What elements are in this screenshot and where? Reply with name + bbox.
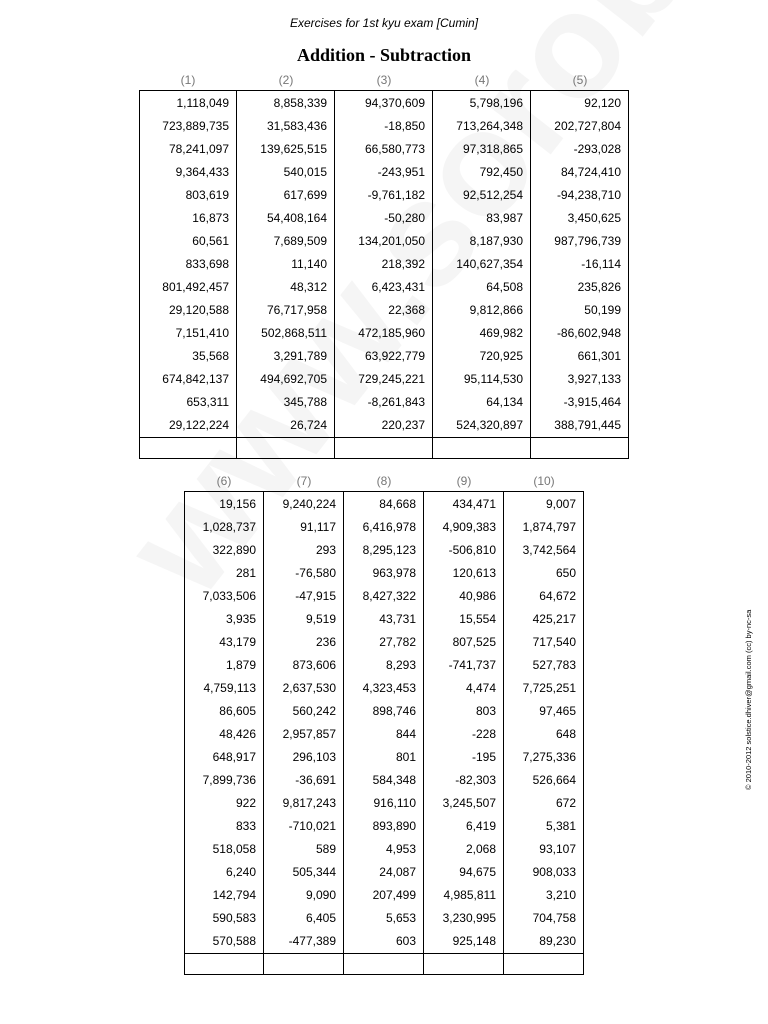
number-cell: 281 xyxy=(235,566,256,580)
number-cell: 220,237 xyxy=(381,418,425,432)
number-cell: 584,348 xyxy=(372,773,416,787)
number-cell: 494,692,705 xyxy=(260,372,327,386)
number-cell: 93,107 xyxy=(539,842,576,856)
answer-cell[interactable] xyxy=(237,437,334,459)
number-cell: 3,935 xyxy=(225,612,256,626)
number-cell: -47,915 xyxy=(295,589,336,603)
number-cell: 1,118,049 xyxy=(176,96,229,110)
exercise-column xyxy=(139,91,237,459)
number-cell: 8,295,123 xyxy=(362,543,416,557)
number-cell: -82,303 xyxy=(455,773,496,787)
number-cell: 6,419 xyxy=(465,819,496,833)
number-cell: 43,179 xyxy=(219,635,256,649)
number-cell: 589 xyxy=(315,842,336,856)
number-cell: 3,450,625 xyxy=(567,211,621,225)
number-cell: 15,554 xyxy=(459,612,496,626)
number-cell: 6,416,978 xyxy=(362,520,416,534)
number-cell: 661,301 xyxy=(577,349,621,363)
answer-cell[interactable] xyxy=(504,953,583,975)
number-cell: 833 xyxy=(235,819,256,833)
number-cell: 5,798,196 xyxy=(469,96,523,110)
number-cell: 54,408,164 xyxy=(266,211,327,225)
number-cell: 78,241,097 xyxy=(168,142,229,156)
number-cell: -477,389 xyxy=(288,934,336,948)
number-cell: 3,245,507 xyxy=(442,796,496,810)
answer-cell[interactable] xyxy=(433,437,530,459)
number-cell: -9,761,182 xyxy=(367,188,425,202)
number-cell: 29,122,224 xyxy=(168,418,229,432)
number-cell: 142,794 xyxy=(212,888,256,902)
number-cell: 84,668 xyxy=(379,497,416,511)
number-cell: 94,370,609 xyxy=(364,96,425,110)
answer-cell[interactable] xyxy=(264,953,343,975)
number-cell: 425,217 xyxy=(532,612,576,626)
number-cell: 9,240,224 xyxy=(282,497,336,511)
number-cell: 2,957,857 xyxy=(282,727,336,741)
number-cell: 570,588 xyxy=(212,934,256,948)
number-cell: 1,028,737 xyxy=(202,520,256,534)
number-cell: 5,653 xyxy=(385,911,416,925)
exercise-column xyxy=(504,492,584,975)
exercise-column xyxy=(184,492,264,975)
number-cell: 524,320,897 xyxy=(456,418,523,432)
number-cell: 653,311 xyxy=(186,395,229,409)
number-cell: 89,230 xyxy=(539,934,576,948)
number-cell: 713,264,348 xyxy=(456,119,523,133)
number-cell: 94,675 xyxy=(459,865,496,879)
number-cell: 4,985,811 xyxy=(443,888,496,902)
number-cell: 792,450 xyxy=(479,165,523,179)
number-cell: 134,201,050 xyxy=(358,234,425,248)
number-cell: 64,672 xyxy=(539,589,576,603)
number-cell: 704,758 xyxy=(532,911,576,925)
number-cell: 3,210 xyxy=(545,888,576,902)
number-cell: 729,245,221 xyxy=(358,372,425,386)
number-cell: 617,699 xyxy=(283,188,327,202)
number-cell: -16,114 xyxy=(581,257,621,271)
number-cell: 11,140 xyxy=(291,257,327,271)
number-cell: 139,625,515 xyxy=(260,142,327,156)
exercise-number-label: (4) xyxy=(474,73,490,87)
number-cell: 207,499 xyxy=(372,888,416,902)
number-cell: 518,058 xyxy=(212,842,256,856)
number-cell: 801 xyxy=(395,750,416,764)
number-cell: 7,275,336 xyxy=(522,750,576,764)
number-cell: 95,114,530 xyxy=(463,372,523,386)
exercise-sheet-2 xyxy=(184,473,584,975)
number-cell: 9,007 xyxy=(545,497,576,511)
answer-cell[interactable] xyxy=(424,953,503,975)
number-cell: 9,519 xyxy=(305,612,336,626)
number-cell: 27,782 xyxy=(379,635,416,649)
number-cell: 4,953 xyxy=(385,842,416,856)
number-cell: 527,783 xyxy=(532,658,576,672)
number-cell: 801,492,457 xyxy=(162,280,229,294)
number-cell: -741,737 xyxy=(448,658,496,672)
number-cell: 22,368 xyxy=(388,303,425,317)
number-cell: 2,068 xyxy=(465,842,496,856)
number-cell: 1,879 xyxy=(225,658,256,672)
number-cell: 26,724 xyxy=(290,418,327,432)
number-cell: 84,724,410 xyxy=(560,165,621,179)
number-cell: 893,890 xyxy=(372,819,416,833)
exercise-grid xyxy=(139,90,629,459)
number-cell: 92,120 xyxy=(584,96,621,110)
number-cell: -710,021 xyxy=(288,819,336,833)
number-cell: 922 xyxy=(235,796,256,810)
exercise-number-label: (7) xyxy=(296,474,312,488)
number-cell: 3,230,995 xyxy=(442,911,496,925)
exercise-number-label: (2) xyxy=(278,73,294,87)
number-cell: 322,890 xyxy=(212,543,256,557)
number-cell: 987,796,739 xyxy=(554,234,621,248)
number-cell: 31,583,436 xyxy=(266,119,327,133)
number-cell: 345,788 xyxy=(283,395,327,409)
number-cell: 35,568 xyxy=(192,349,229,363)
column-labels xyxy=(139,72,629,90)
exercise-column xyxy=(344,492,424,975)
number-cell: 916,110 xyxy=(373,796,416,810)
number-cell: 48,312 xyxy=(290,280,327,294)
answer-cell[interactable] xyxy=(531,437,628,459)
exercise-column xyxy=(424,492,504,975)
number-cell: 803 xyxy=(475,704,496,718)
number-cell: 60,561 xyxy=(192,234,229,248)
number-cell: 66,580,773 xyxy=(364,142,425,156)
number-cell: 8,427,322 xyxy=(362,589,416,603)
number-cell: -36,691 xyxy=(295,773,336,787)
number-cell: 3,742,564 xyxy=(522,543,576,557)
number-cell: 3,927,133 xyxy=(567,372,621,386)
number-cell: 16,873 xyxy=(192,211,229,225)
number-cell: 9,812,866 xyxy=(469,303,523,317)
number-cell: 472,185,960 xyxy=(358,326,425,340)
number-cell: 6,423,431 xyxy=(371,280,425,294)
number-cell: 64,134 xyxy=(486,395,523,409)
exercise-number-label: (3) xyxy=(376,73,392,87)
number-cell: 898,746 xyxy=(372,704,416,718)
number-cell: 24,087 xyxy=(379,865,416,879)
number-cell: 925,148 xyxy=(452,934,496,948)
number-cell: 64,508 xyxy=(486,280,523,294)
number-cell: -8,261,843 xyxy=(367,395,425,409)
number-cell: 3,291,789 xyxy=(273,349,327,363)
number-cell: 672 xyxy=(555,796,576,810)
number-cell: 4,474 xyxy=(465,681,496,695)
exercise-column xyxy=(264,492,344,975)
number-cell: 844 xyxy=(395,727,416,741)
number-cell: 5,381 xyxy=(545,819,576,833)
number-cell: 8,293 xyxy=(385,658,416,672)
number-cell: 505,344 xyxy=(292,865,336,879)
number-cell: 120,613 xyxy=(452,566,496,580)
exercise-number-label: (9) xyxy=(456,474,472,488)
page-title: Addition - Subtraction xyxy=(296,45,472,65)
number-cell: 19,156 xyxy=(219,497,256,511)
exercise-number-label: (1) xyxy=(180,73,196,87)
exercise-column xyxy=(531,91,629,459)
number-cell: 218,392 xyxy=(381,257,425,271)
exercise-number-label: (6) xyxy=(216,474,232,488)
exercise-column xyxy=(335,91,433,459)
number-cell: 7,899,736 xyxy=(202,773,256,787)
number-cell: 648 xyxy=(555,727,576,741)
number-cell: -50,280 xyxy=(384,211,425,225)
number-cell: 9,090 xyxy=(305,888,336,902)
number-cell: 7,151,410 xyxy=(175,326,229,340)
number-cell: 540,015 xyxy=(283,165,327,179)
number-cell: 650 xyxy=(555,566,576,580)
answer-cell[interactable] xyxy=(185,953,263,975)
number-cell: 43,731 xyxy=(379,612,416,626)
number-cell: 6,405 xyxy=(305,911,336,925)
answer-cell[interactable] xyxy=(140,437,236,459)
number-cell: -76,580 xyxy=(295,566,336,580)
exercise-sheet-1 xyxy=(139,72,629,459)
number-cell: 76,717,958 xyxy=(266,303,327,317)
copyright-notice: © 2010-2012 solstice.dhiver@gmail.com (cc) by-nc-sa xyxy=(744,609,753,790)
column-labels xyxy=(184,473,584,491)
number-cell: 2,637,530 xyxy=(282,681,336,695)
number-cell: 97,318,865 xyxy=(462,142,523,156)
number-cell: 4,759,113 xyxy=(203,681,256,695)
number-cell: 140,627,354 xyxy=(456,257,523,271)
number-cell: 388,791,445 xyxy=(554,418,621,432)
number-cell: 91,117 xyxy=(300,520,336,534)
number-cell: 9,364,433 xyxy=(175,165,229,179)
exercise-number-label: (5) xyxy=(572,73,588,87)
number-cell: 50,199 xyxy=(584,303,621,317)
number-cell: 236 xyxy=(315,635,336,649)
number-cell: 6,240 xyxy=(225,865,256,879)
exercise-grid xyxy=(184,491,584,975)
number-cell: 963,978 xyxy=(372,566,416,580)
number-cell: 434,471 xyxy=(452,497,496,511)
number-cell: 526,664 xyxy=(532,773,576,787)
number-cell: 4,323,453 xyxy=(362,681,416,695)
number-cell: 97,465 xyxy=(539,704,576,718)
exercise-number-label: (8) xyxy=(376,474,392,488)
answer-cell[interactable] xyxy=(344,953,423,975)
number-cell: 9,817,243 xyxy=(282,796,336,810)
number-cell: 833,698 xyxy=(185,257,229,271)
number-cell: 908,033 xyxy=(532,865,576,879)
number-cell: -243,951 xyxy=(377,165,425,179)
exercise-column xyxy=(433,91,531,459)
number-cell: 296,103 xyxy=(292,750,336,764)
number-cell: 83,987 xyxy=(486,211,523,225)
number-cell: 202,727,804 xyxy=(554,119,621,133)
number-cell: 648,917 xyxy=(212,750,256,764)
number-cell: 48,426 xyxy=(219,727,256,741)
number-cell: 723,889,735 xyxy=(162,119,229,133)
number-cell: -18,850 xyxy=(384,119,425,133)
number-cell: 7,725,251 xyxy=(522,681,576,695)
number-cell: -506,810 xyxy=(448,543,496,557)
number-cell: -195 xyxy=(471,750,496,764)
number-cell: 40,986 xyxy=(459,589,496,603)
exercise-column xyxy=(237,91,335,459)
answer-cell[interactable] xyxy=(335,437,432,459)
number-cell: 1,874,797 xyxy=(522,520,576,534)
exercise-number-label: (10) xyxy=(533,474,555,488)
number-cell: -293,028 xyxy=(573,142,621,156)
number-cell: 560,242 xyxy=(292,704,336,718)
number-cell: 469,982 xyxy=(479,326,523,340)
number-cell: 63,922,779 xyxy=(364,349,425,363)
number-cell: 235,826 xyxy=(577,280,621,294)
number-cell: 502,868,511 xyxy=(261,326,327,340)
number-cell: 4,909,383 xyxy=(442,520,496,534)
number-cell: 293 xyxy=(315,543,336,557)
page-header: Exercises for 1st kyu exam [Cumin] xyxy=(289,16,479,30)
number-cell: 807,525 xyxy=(452,635,496,649)
number-cell: 803,619 xyxy=(185,188,229,202)
number-cell: -86,602,948 xyxy=(556,326,621,340)
number-cell: 717,540 xyxy=(532,635,576,649)
number-cell: 7,033,506 xyxy=(202,589,256,603)
number-cell: 590,583 xyxy=(212,911,256,925)
number-cell: 7,689,509 xyxy=(273,234,327,248)
number-cell: -94,238,710 xyxy=(556,188,621,202)
number-cell: -228 xyxy=(471,727,496,741)
number-cell: 86,605 xyxy=(219,704,256,718)
number-cell: 8,858,339 xyxy=(273,96,327,110)
number-cell: -3,915,464 xyxy=(563,395,621,409)
number-cell: 92,512,254 xyxy=(462,188,523,202)
number-cell: 8,187,930 xyxy=(469,234,523,248)
number-cell: 603 xyxy=(395,934,416,948)
number-cell: 674,842,137 xyxy=(162,372,229,386)
number-cell: 873,606 xyxy=(292,658,336,672)
number-cell: 720,925 xyxy=(479,349,523,363)
number-cell: 29,120,588 xyxy=(168,303,229,317)
